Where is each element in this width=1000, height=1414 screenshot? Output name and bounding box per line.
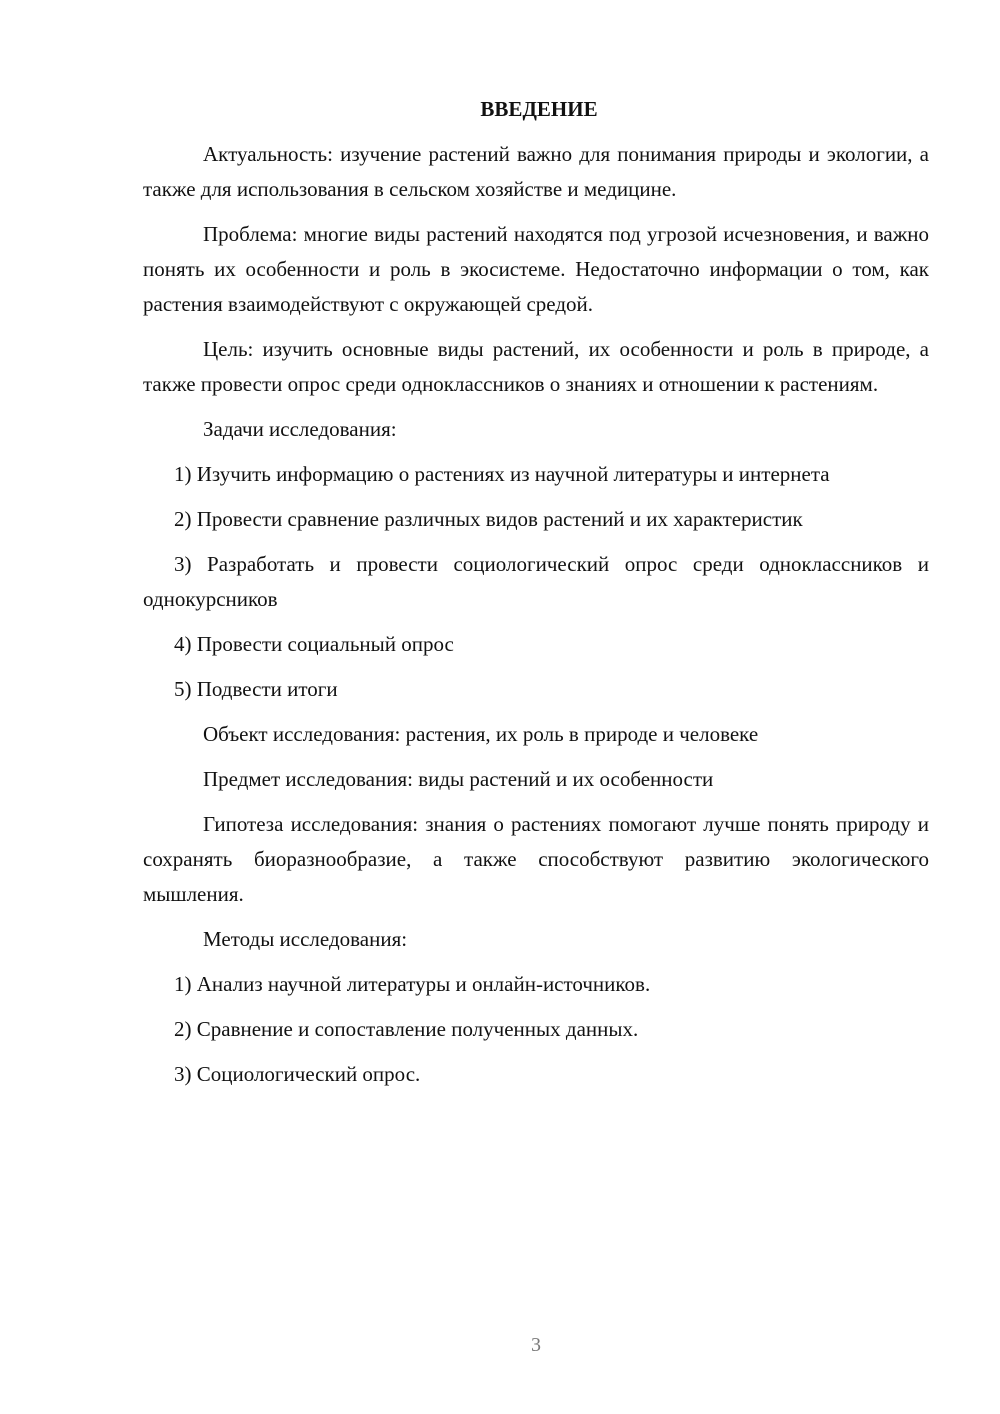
method-item: 3) Социологический опрос. bbox=[174, 1062, 421, 1086]
task-item: 4) Провести социальный опрос bbox=[174, 632, 454, 656]
method-item: 2) Сравнение и сопоставление полученных данных. bbox=[174, 1017, 639, 1041]
subject-paragraph: Предмет исследования: виды растений и их особенности bbox=[203, 767, 714, 791]
task-item: 1) Изучить информацию о растениях из научной литературы и интернета bbox=[174, 462, 830, 486]
tasks-heading: Задачи исследования: bbox=[203, 417, 397, 441]
hypothesis-paragraph: Гипотеза исследования: знания о растениях помогают лучше понять природу и сохранять биоразнообразие, а также способствуют развитию экологического мышления. bbox=[143, 812, 929, 906]
relevance-paragraph: Актуальность: изучение растений важно для понимания природы и экологии, а также для использования в сельском хозяйстве и медицине. bbox=[143, 142, 929, 201]
goal-paragraph: Цель: изучить основные виды растений, их особенности и роль в природе, а также провести опрос среди одноклассников о знаниях и отношении к растениям. bbox=[143, 337, 929, 396]
method-item: 1) Анализ научной литературы и онлайн-источников. bbox=[174, 972, 651, 996]
problem-paragraph: Проблема: многие виды растений находятся под угрозой исчезновения, и важно понять их особенности и роль в экосистеме. Недостаточно информации о том, как растения взаимодействуют с окружающей средой. bbox=[143, 222, 929, 316]
task-item: 3) Разработать и провести социологический опрос среди одноклассников и однокурсников bbox=[143, 552, 929, 611]
task-item: 2) Провести сравнение различных видов растений и их характеристик bbox=[174, 507, 803, 531]
methods-heading: Методы исследования: bbox=[203, 927, 408, 951]
page-number: 3 bbox=[531, 1334, 541, 1356]
task-item: 5) Подвести итоги bbox=[174, 677, 338, 701]
page-content bbox=[143, 95, 929, 1102]
object-paragraph: Объект исследования: растения, их роль в природе и человеке bbox=[203, 722, 759, 746]
section-title: ВВЕДЕНИЕ bbox=[480, 97, 598, 121]
